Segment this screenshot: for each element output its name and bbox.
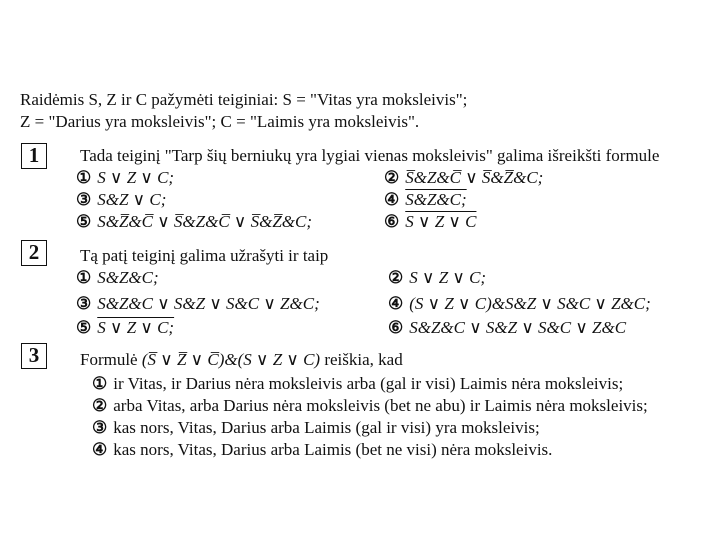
q3-option-4[interactable]	[92, 440, 552, 460]
q2-option-4[interactable]	[388, 294, 651, 314]
option-number: ⑤	[76, 212, 92, 231]
option-number: ⑤	[76, 318, 92, 337]
q2-option-6[interactable]	[388, 318, 626, 338]
option-number: ③	[76, 190, 92, 209]
q2-option-5[interactable]	[76, 318, 174, 338]
prompt-text: Formulė	[80, 350, 138, 369]
intro-line-2: Z = "Darius yra moksleivis"; C = "Laimis yra moksleivis".	[20, 112, 420, 131]
option-formula: S&Z̅&C̅ ∨ S̅&Z&C̅ ∨ S̅&Z̅&C;	[97, 212, 313, 231]
q1-option-2[interactable]	[384, 168, 543, 188]
option-formula: S ∨ Z ∨ C	[405, 212, 477, 231]
option-formula: (S ∨ Z ∨ C)&S&Z ∨ S&C ∨ Z&C;	[409, 294, 651, 313]
q2-option-3[interactable]	[76, 294, 320, 314]
question-2-prompt: Tą patį teiginį galima užrašyti ir taip	[80, 246, 329, 265]
q1-option-1[interactable]	[76, 168, 174, 188]
option-formula: S ∨ Z ∨ C;	[409, 268, 487, 287]
q3-option-2[interactable]	[92, 396, 648, 416]
option-formula: S&Z&C;	[405, 190, 467, 209]
question-3-prompt	[80, 350, 403, 370]
option-number: ①	[92, 374, 108, 393]
question-3-number: 3	[21, 343, 47, 369]
option-number: ②	[384, 168, 400, 187]
question-1-prompt: Tada teiginį "Tarp šių berniukų yra lygiai vienas moksleivis" galima išreikšti formule	[80, 146, 660, 165]
option-number: ⑥	[388, 318, 404, 337]
option-number: ③	[92, 418, 108, 437]
q3-option-3[interactable]	[92, 418, 540, 438]
option-number: ③	[76, 294, 92, 313]
option-formula: S̅&Z&C̅ ∨ S̅&Z̅&C;	[405, 168, 544, 187]
option-number: ①	[76, 168, 92, 187]
option-formula: S&Z ∨ C;	[97, 190, 167, 209]
option-formula: S&Z&C ∨ S&Z ∨ S&C ∨ Z&C;	[97, 294, 320, 313]
q1-option-5[interactable]	[76, 212, 312, 232]
option-text: kas nors, Vitas, Darius arba Laimis (gal ir visi) yra moksleivis;	[113, 418, 540, 437]
prompt-text: reiškia, kad	[324, 350, 403, 369]
option-number: ④	[92, 440, 108, 459]
prompt-formula: (S̅ ∨ Z̅ ∨ C̅)&(S ∨ Z ∨ C)	[141, 350, 321, 369]
option-number: ②	[92, 396, 108, 415]
q3-option-1[interactable]	[92, 374, 623, 394]
option-number: ②	[388, 268, 404, 287]
q1-option-4[interactable]	[384, 190, 467, 210]
option-number: ④	[388, 294, 404, 313]
option-text: ir Vitas, ir Darius nėra moksleivis arba (gal ir visi) Laimis nėra moksleivis;	[113, 374, 624, 393]
q1-option-6[interactable]	[384, 212, 476, 232]
option-number: ⑥	[384, 212, 400, 231]
q1-option-3[interactable]	[76, 190, 166, 210]
option-formula: S ∨ Z ∨ C;	[97, 318, 175, 337]
option-formula: S ∨ Z ∨ C;	[97, 168, 175, 187]
question-2-number: 2	[21, 240, 47, 266]
q2-option-1[interactable]	[76, 268, 159, 288]
option-text: kas nors, Vitas, Darius arba Laimis (bet ne visi) nėra moksleivis.	[113, 440, 553, 459]
intro-line-1: Raidėmis S, Z ir C pažymėti teiginiai: S = "Vitas yra moksleivis";	[20, 90, 468, 109]
option-number: ①	[76, 268, 92, 287]
option-number: ④	[384, 190, 400, 209]
option-formula: S&Z&C ∨ S&Z ∨ S&C ∨ Z&C	[409, 318, 627, 337]
option-formula: S&Z&C;	[97, 268, 159, 287]
question-1-number: 1	[21, 143, 47, 169]
q2-option-2[interactable]	[388, 268, 486, 288]
option-text: arba Vitas, arba Darius nėra moksleivis (bet ne abu) ir Laimis nėra moksleivis;	[113, 396, 648, 415]
